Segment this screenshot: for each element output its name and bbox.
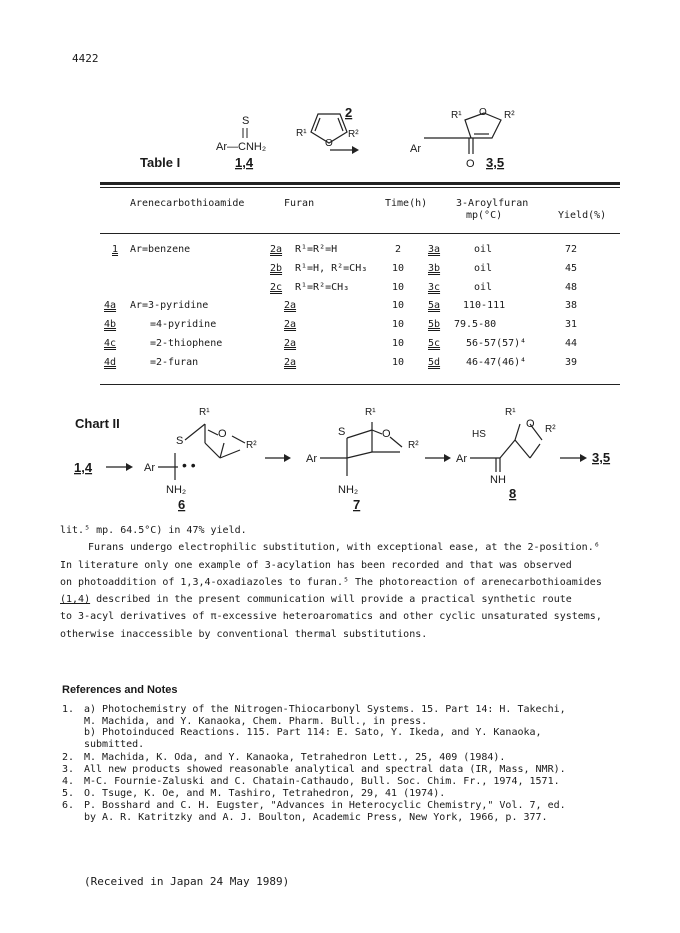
header-mp: mp(°C) [466, 210, 503, 221]
cell-mp: 56-57(57)⁴ [466, 338, 527, 349]
product-label: 3,5 [486, 155, 505, 170]
cell-furan-id: 2a [284, 357, 297, 368]
table-caption: Table I [140, 155, 181, 170]
cell-time: 10 [392, 300, 405, 311]
chart-label-6: 6 [178, 497, 186, 512]
chart-6-nh2: NH₂ [166, 484, 187, 496]
cell-ar: Ar=benzene [130, 244, 191, 255]
cell-ar: =4-pyridine [150, 319, 217, 330]
cell-yield: 44 [565, 338, 578, 349]
cell-time: 10 [392, 319, 405, 330]
radical-dots: • • [182, 457, 196, 473]
chart-end-label: 3,5 [592, 450, 611, 465]
body-line: Furans undergo electrophilic substitution, with exceptional ease, at the 2-position.⁶ [88, 542, 600, 554]
chart-start-label: 1,4 [74, 460, 93, 475]
header-furan: Furan [284, 198, 315, 209]
header-thioamide: Arenecarbothioamide [130, 198, 245, 209]
cell-prod-id: 3c [428, 282, 441, 293]
table-bottom-rule [100, 384, 620, 385]
chart-6-o: O [218, 428, 227, 440]
body-line: lit.⁵ mp. 64.5°C) in 47% yield. [60, 525, 247, 536]
chart-ii [60, 400, 630, 512]
scheme-thioamide: Ar—CNH₂ [216, 141, 267, 153]
cell-time: 10 [392, 338, 405, 349]
chart-8-ar: Ar [456, 453, 467, 465]
header-product: 3-Aroylfuran [456, 198, 529, 209]
cell-yield: 45 [565, 263, 578, 274]
chart-7-r1: R¹ [365, 407, 376, 418]
cell-furan-sub: R¹=R²=H [295, 244, 338, 255]
chart-label-8: 8 [509, 486, 517, 501]
cell-furan-sub: R¹=R²=CH₃ [295, 282, 350, 293]
cell-mp: oil [474, 263, 493, 274]
body-text [60, 522, 625, 643]
cell-yield: 39 [565, 357, 578, 368]
product-o: O [479, 107, 487, 118]
cell-furan-id: 2a [270, 244, 283, 255]
chart-title: Chart II [75, 416, 120, 431]
chart-8-r1: R¹ [505, 407, 516, 418]
cell-time: 10 [392, 357, 405, 368]
cell-mp: oil [474, 244, 493, 255]
references-title: References and Notes [62, 684, 178, 696]
furan-o: O [325, 138, 333, 149]
product-ring [424, 113, 501, 154]
cell-cmpd: 1 [112, 244, 119, 255]
cell-furan-id: 2a [284, 319, 297, 330]
page-number: 4422 [72, 52, 99, 65]
body-line: to 3-acyl derivatives of π-excessive heteroaromatics and other cyclic unsaturated systems, [60, 611, 602, 623]
cell-mp: 46-47(46)⁴ [466, 357, 527, 368]
chart-label-7: 7 [353, 497, 361, 512]
chart-8-r2: R² [545, 424, 556, 435]
cell-mp: oil [474, 282, 493, 293]
scheme-thioamide-label: 1,4 [235, 155, 254, 170]
chart-7-o: O [382, 428, 391, 440]
chart-7-r2: R² [408, 440, 419, 451]
cell-prod-id: 5d [428, 357, 441, 368]
cell-prod-id: 5c [428, 338, 441, 349]
chart-8-nh: NH [490, 474, 506, 486]
cell-mp: 79.5-80 [454, 319, 497, 330]
cell-cmpd: 4d [104, 357, 117, 368]
cell-time: 10 [392, 263, 405, 274]
scheme-thioamide-s: S [242, 115, 250, 127]
chart-7-ar: Ar [306, 453, 317, 465]
cell-mp: 110-111 [463, 300, 506, 311]
table-scheme [130, 100, 570, 180]
chart-8-hs: HS [472, 429, 486, 440]
product-r1: R¹ [451, 110, 462, 121]
chart-6-r2: R² [246, 440, 257, 451]
cell-cmpd: 4b [104, 319, 117, 330]
cell-furan-id: 2a [284, 338, 297, 349]
chart-6-ar: Ar [144, 462, 155, 474]
cell-prod-id: 5a [428, 300, 441, 311]
product-ar: Ar [410, 143, 421, 155]
cell-yield: 38 [565, 300, 578, 311]
furan-r1: R¹ [296, 128, 307, 139]
table-top-rule-2 [100, 187, 620, 188]
cell-cmpd: 4c [104, 338, 117, 349]
header-time: Time(h) [385, 198, 428, 209]
chart-8-o: O [526, 418, 535, 430]
body-line: In literature only one example of 3-acylation has been recorded and that was observed [60, 559, 572, 571]
body-line: otherwise inaccessible by conventional thermal substitutions. [60, 628, 428, 640]
cell-furan-id: 2c [270, 282, 283, 293]
furan-label: 2 [345, 105, 353, 120]
table-header-rule [100, 233, 620, 234]
header-yield: Yield(%) [558, 210, 607, 221]
scheme-arrow [352, 146, 359, 154]
cell-prod-id: 3a [428, 244, 441, 255]
chart-7-nh2: NH₂ [338, 484, 359, 496]
received-date: (Received in Japan 24 May 1989) [84, 875, 290, 888]
cell-ar: =2-furan [150, 357, 199, 368]
chart-6-s: S [176, 435, 184, 447]
cell-cmpd: 4a [104, 300, 117, 311]
product-carbonyl-o: O [466, 158, 475, 170]
cell-time: 2 [395, 244, 402, 255]
chart-6-r1: R¹ [199, 407, 210, 418]
body-line: (1,4) described in the present communication will provide a practical synthetic route [60, 594, 572, 606]
cell-furan-id: 2a [284, 300, 297, 311]
cell-yield: 31 [565, 319, 578, 330]
compound-ref: (1,4) [60, 594, 91, 606]
cell-ar: =2-thiophene [150, 338, 223, 349]
cell-yield: 48 [565, 282, 578, 293]
table-top-rule [100, 182, 620, 185]
chart-7-s: S [338, 426, 346, 438]
cell-furan-sub: R¹=H, R²=CH₃ [295, 263, 368, 274]
cell-prod-id: 3b [428, 263, 441, 274]
cell-furan-id: 2b [270, 263, 283, 274]
cell-ar: Ar=3-pyridine [130, 300, 209, 311]
furan-r2: R² [348, 129, 359, 140]
cell-yield: 72 [565, 244, 578, 255]
body-line: on photoaddition of 1,3,4-oxadiazoles to furan.⁵ The photoreaction of arenecarbothioamides [60, 576, 602, 588]
product-r2: R² [504, 110, 515, 121]
cell-time: 10 [392, 282, 405, 293]
cell-prod-id: 5b [428, 319, 441, 330]
